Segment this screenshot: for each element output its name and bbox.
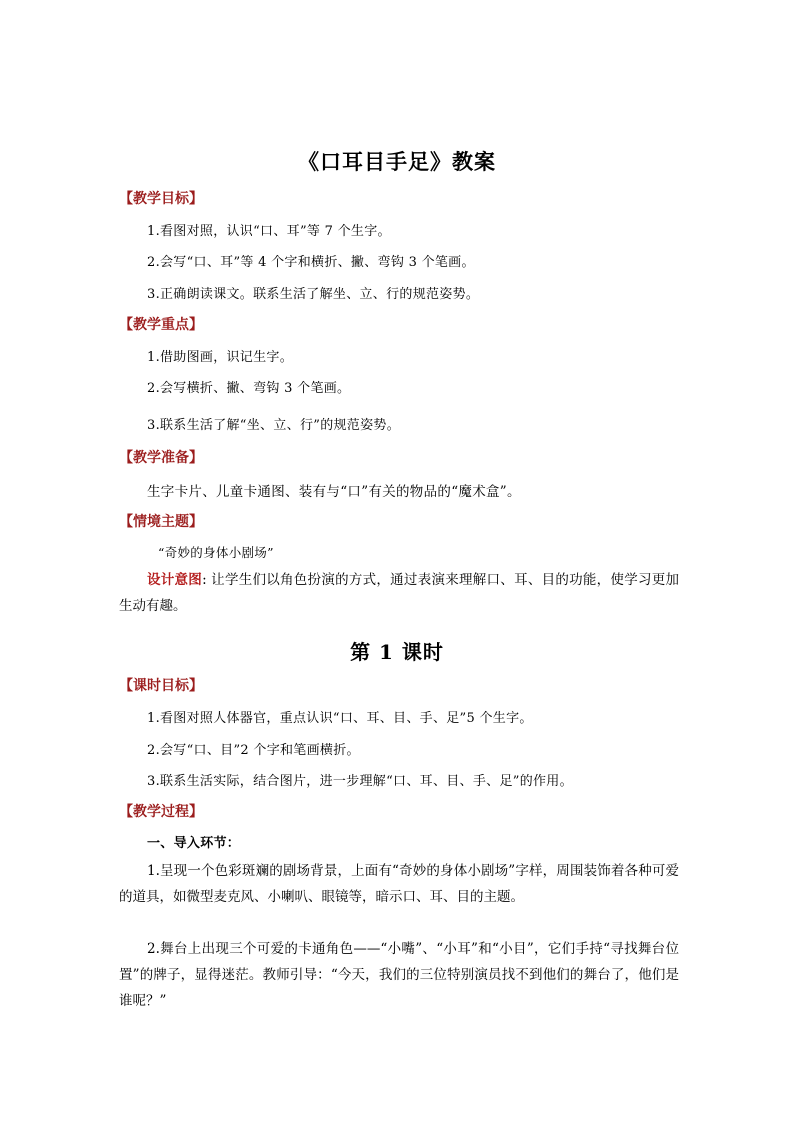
lesson-title: 第 1 课时 — [350, 640, 444, 664]
key-point-3: 3.联系生活了解“坐、立、行”的规范姿势。 — [147, 418, 400, 433]
goal-item-3: 3.正确朗读课文。联系生活了解坐、立、行的规范姿势。 — [147, 287, 480, 302]
design-intent-label: 设计意图 — [147, 572, 203, 588]
goal-item-2: 2.会写“口、耳”等 4 个字和横折、撇、弯钩 3 个笔画。 — [147, 255, 475, 270]
key-point-2: 2.会写横折、撇、弯钩 3 个笔画。 — [147, 381, 351, 396]
process-paragraph-1: 1.呈现一个色彩斑斓的剧场背景，上面有“奇妙的身体小剧场”字样，周围装饰着各种可爱的道具，如微型麦克风、小喇叭、眼镜等，暗示口、耳、目的主题。 — [119, 863, 679, 905]
section-heading-teaching-goals: 【教学目标】 — [119, 191, 203, 207]
design-intent-text: : 让学生们以角色扮演的方式，通过表演来理解口、耳、目的功能，使学习更加生动有趣。 — [119, 572, 680, 614]
section-heading-theme: 【情境主题】 — [119, 514, 203, 530]
key-point-1: 1.借助图画，识记生字。 — [147, 350, 294, 365]
section-heading-lesson-goals: 【课时目标】 — [119, 678, 203, 694]
preparation-text: 生字卡片、儿童卡通图、装有与“口”有关的物品的“魔术盒”。 — [147, 484, 521, 500]
section-heading-process: 【教学过程】 — [119, 804, 203, 820]
theme-text: “奇妙的身体小剧场” — [158, 545, 274, 560]
process-paragraph-2: 2.舞台上出现三个可爱的卡通角色——“小嘴”、“小耳”和“小目”，它们手持“寻找舞台位置”的牌子，显得迷茫。教师引导：“今天，我们的三位特别演员找不到他们的舞台了，他们是谁呢？” — [119, 941, 679, 1009]
lesson-goal-2: 2.会写“口、目”2 个字和笔画横折。 — [147, 743, 360, 758]
lesson-goal-3: 3.联系生活实际，结合图片，进一步理解“口、耳、目、手、足”的作用。 — [147, 774, 573, 789]
document-title: 《口耳目手足》教案 — [298, 149, 496, 174]
process-step-title: 一、导入环节： — [147, 836, 241, 851]
lesson-goal-1: 1.看图对照人体器官，重点认识“口、耳、目、手、足”5 个生字。 — [147, 711, 533, 726]
section-heading-key-points: 【教学重点】 — [119, 317, 203, 333]
design-intent-paragraph — [119, 567, 679, 619]
section-heading-preparation: 【教学准备】 — [119, 450, 203, 466]
goal-item-1: 1.看图对照，认识“口、耳”等 7 个生字。 — [147, 224, 391, 239]
